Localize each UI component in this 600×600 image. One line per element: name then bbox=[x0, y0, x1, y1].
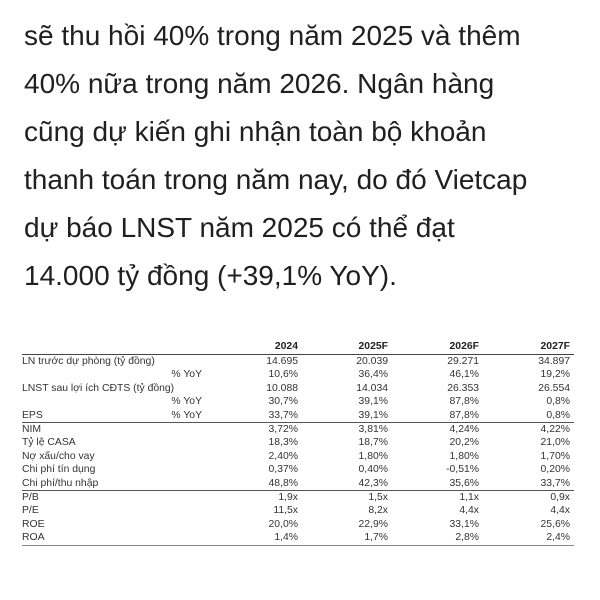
table-row bbox=[22, 518, 574, 531]
row-label-cell bbox=[22, 491, 212, 505]
table-cell: 20,2% bbox=[449, 437, 479, 449]
row-label: Chi phí tín dụng bbox=[22, 464, 96, 476]
table-row bbox=[22, 368, 574, 381]
table-cell: 0,9x bbox=[483, 491, 574, 505]
table-cell: 26.554 bbox=[538, 382, 570, 394]
table-cell: 19,2% bbox=[540, 369, 570, 381]
table-cell: 1,5x bbox=[302, 491, 392, 505]
table-cell: 35,6% bbox=[449, 477, 479, 489]
row-sublabel: % YoY bbox=[171, 369, 202, 381]
row-label-cell bbox=[22, 355, 212, 369]
row-label-cell bbox=[22, 395, 212, 408]
table-cell: 87,8% bbox=[449, 396, 479, 408]
table-header-cell: 2026F bbox=[449, 341, 479, 352]
forecast-table bbox=[22, 340, 574, 546]
row-sublabel: % YoY bbox=[171, 396, 202, 408]
table-cell: 11,5x bbox=[273, 505, 298, 517]
table-row bbox=[22, 382, 574, 395]
row-label-cell bbox=[22, 409, 212, 423]
row-label-cell bbox=[22, 423, 212, 437]
row-label-cell bbox=[22, 450, 212, 463]
table-cell: 3,72% bbox=[212, 423, 302, 437]
article-line: cũng dự kiến ghi nhận toàn bộ khoản bbox=[24, 116, 487, 147]
table-cell: 4,4x bbox=[459, 505, 479, 517]
row-label-cell bbox=[22, 477, 212, 491]
table-cell: 2,8% bbox=[392, 531, 483, 545]
table-cell: 42,3% bbox=[358, 477, 388, 489]
row-label: LNST sau lợi ích CĐTS (tỷ đồng) bbox=[22, 382, 175, 394]
table-cell: 1,80% bbox=[449, 450, 479, 462]
table-row bbox=[22, 450, 574, 463]
table-row bbox=[22, 423, 574, 437]
row-label: NIM bbox=[22, 424, 42, 436]
table-cell: 34.897 bbox=[538, 356, 570, 367]
table-cell: 30,7% bbox=[268, 396, 298, 408]
table-cell: 2,4% bbox=[483, 531, 574, 545]
row-label-cell bbox=[22, 531, 212, 545]
row-label-cell bbox=[22, 436, 212, 449]
table-cell: 22,9% bbox=[358, 518, 388, 530]
table-cell: 10,6% bbox=[268, 369, 298, 381]
table-cell: 4,4x bbox=[550, 505, 570, 517]
table-cell: 14.034 bbox=[356, 382, 388, 394]
table-cell: 4,24% bbox=[392, 423, 483, 437]
row-label-cell bbox=[22, 463, 212, 476]
table-cell: 0,8% bbox=[546, 396, 570, 408]
table-row bbox=[22, 491, 574, 505]
row-label: LN trước dự phòng (tỷ đồng) bbox=[22, 356, 155, 367]
table-cell: 36,4% bbox=[358, 369, 388, 381]
article-line: 40% nữa trong năm 2026. Ngân hàng bbox=[24, 68, 495, 99]
table-cell: 21,0% bbox=[540, 437, 570, 449]
table-row bbox=[22, 504, 574, 517]
row-label: Tỷ lệ CASA bbox=[22, 437, 76, 449]
table-row bbox=[22, 477, 574, 491]
row-label: ROE bbox=[22, 518, 45, 530]
article-line: sẽ thu hồi 40% trong năm 2025 và thêm bbox=[24, 20, 521, 51]
row-label: ROA bbox=[22, 532, 45, 544]
table-cell: 3,81% bbox=[302, 423, 392, 437]
table-cell: 20.039 bbox=[356, 356, 388, 367]
row-label-cell bbox=[22, 504, 212, 517]
row-label-cell bbox=[22, 518, 212, 531]
table-cell: 1,9x bbox=[212, 491, 302, 505]
table-cell: 39,1% bbox=[358, 409, 388, 421]
table-cell: 1,7% bbox=[302, 531, 392, 545]
table-cell: 0,40% bbox=[358, 464, 388, 476]
table-cell: -0,51% bbox=[446, 464, 479, 476]
table-cell: 48,8% bbox=[268, 477, 298, 489]
table-cell: 33,7% bbox=[268, 409, 298, 421]
forecast-table-container bbox=[22, 340, 574, 546]
row-label-cell bbox=[22, 368, 212, 381]
table-cell: 26.353 bbox=[447, 382, 479, 394]
table-row bbox=[22, 355, 574, 369]
table-cell: 14.695 bbox=[266, 356, 298, 367]
table-header-row bbox=[22, 340, 574, 355]
table-cell: 33,1% bbox=[449, 518, 479, 530]
table-cell: 0,20% bbox=[540, 464, 570, 476]
table-cell: 8,2x bbox=[368, 505, 388, 517]
table-cell: 1,70% bbox=[540, 450, 570, 462]
table-row bbox=[22, 409, 574, 423]
article-text bbox=[24, 12, 584, 300]
row-label-cell bbox=[22, 382, 212, 395]
table-row bbox=[22, 436, 574, 449]
table-header-cell bbox=[22, 340, 212, 355]
table-cell: 0,37% bbox=[268, 464, 298, 476]
table-cell: 39,1% bbox=[358, 396, 388, 408]
article-line: dự báo LNST năm 2025 có thể đạt bbox=[24, 212, 455, 243]
row-label: P/B bbox=[22, 492, 39, 504]
article-line: 14.000 tỷ đồng (+39,1% YoY). bbox=[24, 260, 397, 291]
table-row bbox=[22, 463, 574, 476]
table-cell: 0,8% bbox=[546, 409, 570, 421]
table-cell: 1,1x bbox=[392, 491, 483, 505]
table-cell: 2,40% bbox=[268, 450, 298, 462]
row-label: P/E bbox=[22, 505, 39, 517]
table-cell: 33,7% bbox=[540, 477, 570, 489]
row-sublabel: % YoY bbox=[171, 409, 202, 421]
table-cell: 87,8% bbox=[449, 409, 479, 421]
table-cell: 29.271 bbox=[447, 356, 479, 367]
row-label: Nợ xấu/cho vay bbox=[22, 450, 95, 462]
table-row bbox=[22, 531, 574, 545]
table-cell: 10.088 bbox=[266, 382, 298, 394]
table-body bbox=[22, 355, 574, 546]
table-header-cell: 2024 bbox=[274, 341, 298, 352]
table-cell: 20,0% bbox=[268, 518, 298, 530]
table-header-cell: 2025F bbox=[358, 341, 388, 352]
article-line: thanh toán trong năm nay, do đó Vietcap bbox=[24, 164, 528, 195]
table-cell: 18,3% bbox=[268, 437, 298, 449]
table-row bbox=[22, 395, 574, 408]
table-header-cell: 2027F bbox=[540, 341, 570, 352]
table-cell: 46,1% bbox=[449, 369, 479, 381]
table-cell: 18,7% bbox=[358, 437, 388, 449]
table-cell: 4,22% bbox=[483, 423, 574, 437]
row-label: EPS bbox=[22, 409, 43, 421]
row-label: Chi phí/thu nhập bbox=[22, 477, 99, 489]
table-cell: 25,6% bbox=[540, 518, 570, 530]
table-cell: 1,4% bbox=[212, 531, 302, 545]
table-cell: 1,80% bbox=[358, 450, 388, 462]
